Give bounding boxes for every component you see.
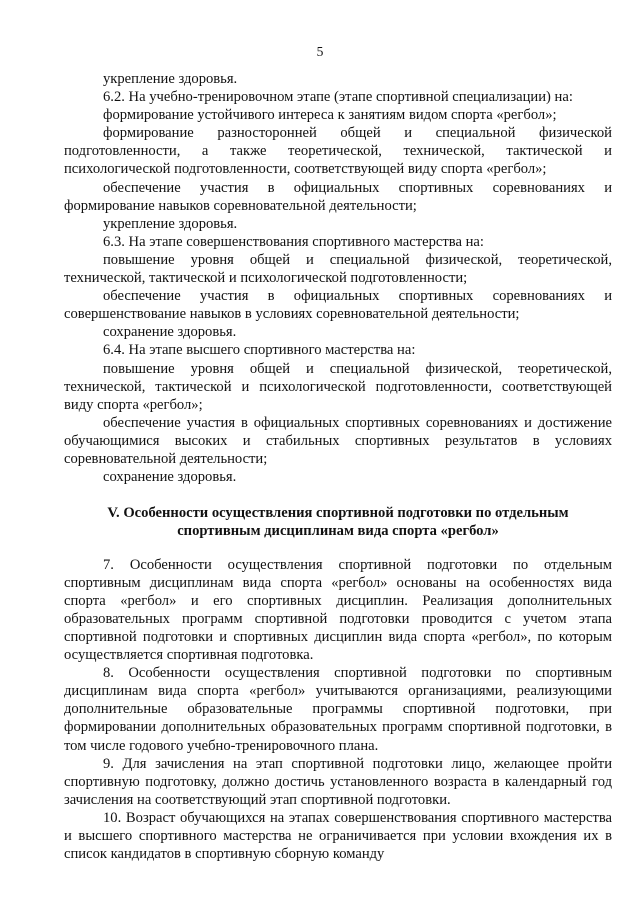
paragraph: формирование разносторонней общей и специальной физической подготовленности, а также теоретической, технической, тактической и психологической подготовленности, соответствующей виду спорта «регбол»; [64, 125, 612, 178]
section-heading: V. Особенности осуществления спортивной подготовки по отдельным спортивным дисциплинам вида спорта «регбол» [107, 505, 569, 540]
paragraph: сохранение здоровья. [103, 324, 237, 341]
paragraph: 10. Возраст обучающихся на этапах совершенствования спортивного мастерства и высшего спортивного мастерства не ограничивается при условии вхождения их в список кандидатов в спортивную сборную команду [64, 809, 612, 863]
paragraph: 8. Особенности осуществления спортивной подготовки по спортивным дисциплинам вида спорта «регбол» учитываются организациями, реализующими дополнительные образовательные программы спортивной подготовки, при формировании дополнительных образовательных программ спортивной подготовки, в том числе годового учебно-тренировочного плана. [64, 665, 612, 754]
paragraph: укрепление здоровья. [103, 71, 238, 87]
paragraph: 6.3. На этапе совершенствования спортивного мастерства на: [103, 233, 484, 250]
paragraph: 9. Для зачисления на этап спортивной подготовки лицо, желающее пройти спортивную подготовку, должно достичь установленного возраста в календарный год зачисления на соответствующий этап спортивной подготовки. [64, 755, 612, 808]
document-body [64, 70, 612, 863]
paragraph: сохранение здоровья. [103, 469, 237, 486]
paragraph: обеспечение участия в официальных спортивных соревнованиях и формирование навыков соревновательной деятельности; [64, 179, 612, 214]
paragraph: повышение уровня общей и специальной физической, теоретической, технической, тактической и психологической подготовленности; [64, 251, 612, 287]
paragraph: обеспечение участия в официальных спортивных соревнованиях и совершенствование навыков в условиях соревновательной деятельности; [64, 288, 612, 323]
paragraph: 6.4. На этапе высшего спортивного мастерства на: [103, 342, 416, 359]
paragraph: 7. Особенности осуществления спортивной подготовки по отдельным спортивным дисциплинам вида спорта «регбол» основаны на особенностях вида спорта «регбол» и его спортивных дисциплин. Реализация дополнительных образовательных программ спортивной подготовки проводится с учетом этапа спортивной подготовки и спортивных дисциплин вида спорта «регбол», по которым осуществляется спортивная подготовка. [64, 556, 612, 664]
page-number: 5 [316, 44, 324, 59]
paragraph: повышение уровня общей и специальной физической, теоретической, технической, тактической и психологической подготовленности, соответствующей виду спорта «регбол»; [64, 360, 612, 413]
paragraph: формирование устойчивого интереса к занятиям видом спорта «регбол»; [103, 107, 557, 124]
paragraph: укрепление здоровья. [103, 215, 238, 232]
paragraph: обеспечение участия в официальных спортивных соревнованиях и достижение обучающимися высоких и стабильных спортивных результатов в условиях соревновательной деятельности; [64, 414, 612, 467]
paragraph: 6.2. На учебно-тренировочном этапе (этапе спортивной специализации) на: [103, 89, 573, 106]
